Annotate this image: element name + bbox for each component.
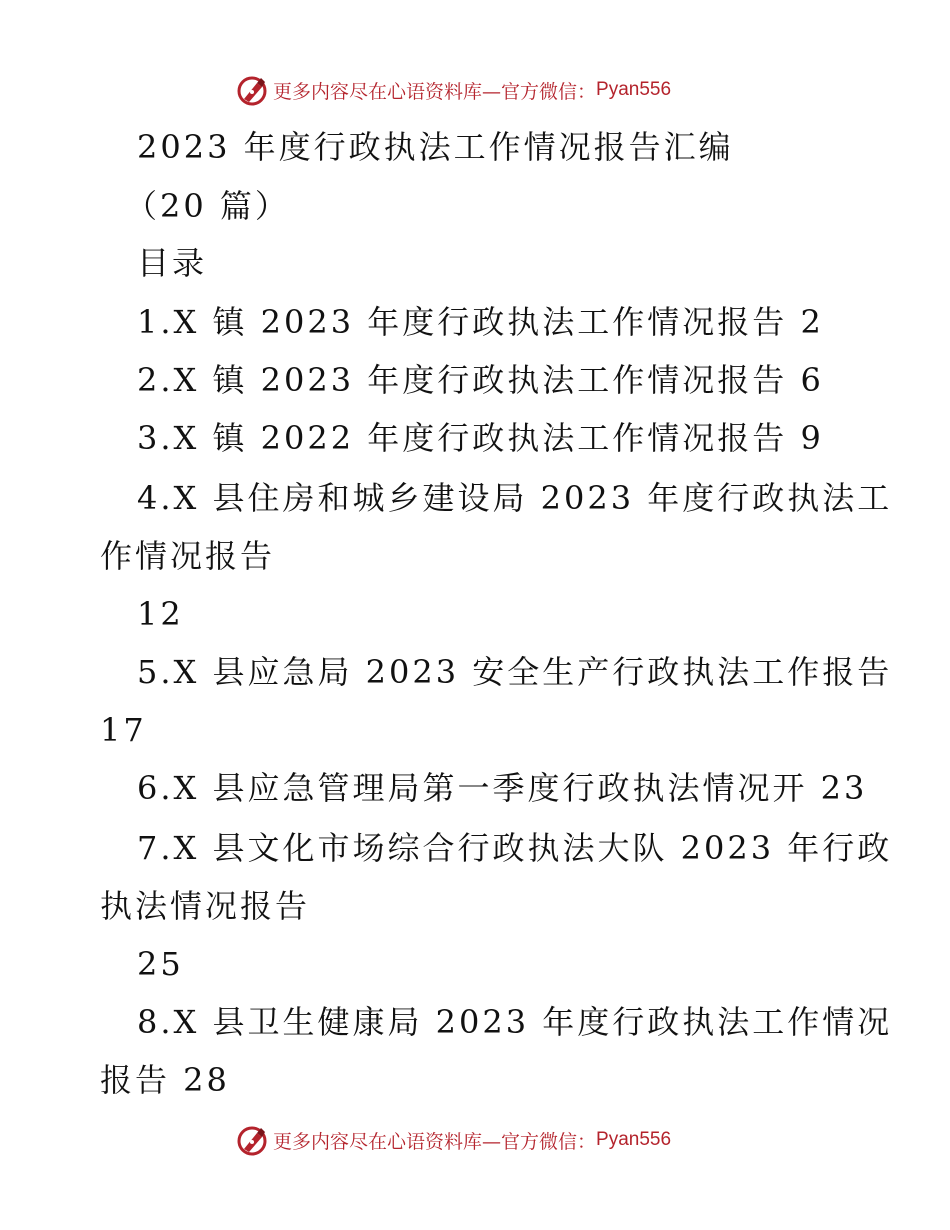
- banner-wechat-id: Pyan556: [596, 1129, 672, 1150]
- document-title-line-2: （20 篇）: [125, 187, 290, 225]
- banner-wechat-id: Pyan556: [596, 79, 672, 100]
- toc-item-8: 8.X 县卫生健康局 2023 年度行政执法工作情况: [137, 1003, 893, 1041]
- toc-item-6: 6.X 县应急管理局第一季度行政执法情况开 23: [137, 769, 868, 807]
- document-title-line-1: 2023 年度行政执法工作情况报告汇编: [137, 128, 734, 166]
- toc-item-7: 7.X 县文化市场综合行政执法大队 2023 年行政: [137, 829, 893, 867]
- header-banner: [0, 70, 950, 110]
- toc-item-7-page: 25: [137, 945, 184, 983]
- toc-item-5-page: 17: [100, 711, 147, 749]
- footer-banner: [0, 1120, 950, 1160]
- banner-text: 更多内容尽在心语资料库—官方微信：: [273, 80, 597, 103]
- toc-item-4-page: 12: [137, 595, 184, 633]
- toc-item-1: 1.X 镇 2023 年度行政执法工作情况报告 2: [137, 303, 824, 341]
- toc-item-3: 3.X 镇 2022 年度行政执法工作情况报告 9: [137, 419, 824, 457]
- toc-item-4: 4.X 县住房和城乡建设局 2023 年度行政执法工: [137, 479, 893, 517]
- pen-logo-icon: [235, 1123, 269, 1157]
- pen-logo-icon: [235, 73, 269, 107]
- banner-text: 更多内容尽在心语资料库—官方微信：: [273, 1130, 597, 1153]
- toc-item-8-cont: 报告 28: [100, 1061, 230, 1099]
- toc-item-4-cont: 作情况报告: [100, 537, 276, 575]
- toc-item-5: 5.X 县应急局 2023 安全生产行政执法工作报告: [137, 653, 893, 691]
- toc-item-7-cont: 执法情况报告: [100, 887, 311, 925]
- toc-item-2: 2.X 镇 2023 年度行政执法工作情况报告 6: [137, 361, 824, 399]
- toc-heading: 目录: [137, 244, 208, 282]
